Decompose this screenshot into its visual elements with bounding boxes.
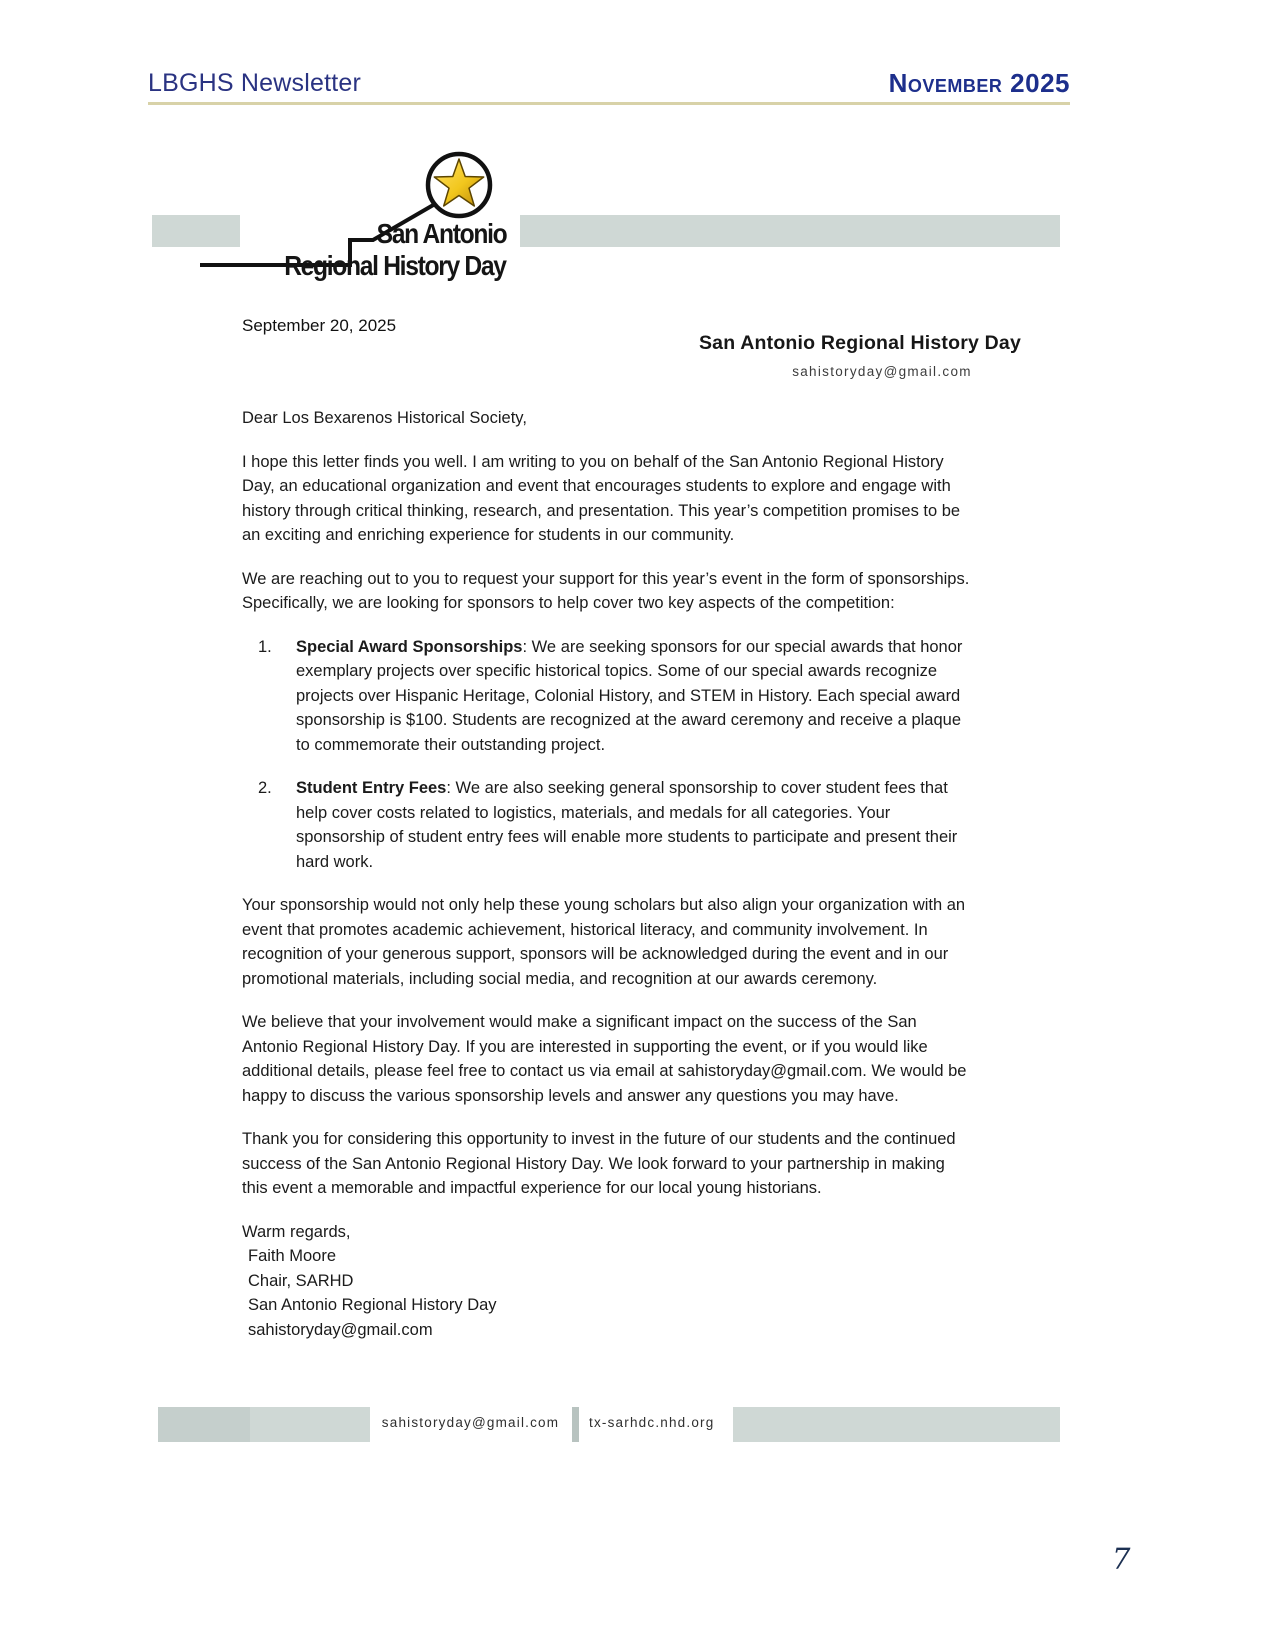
page-number: 7	[1112, 1542, 1131, 1576]
sender-name: San Antonio Regional History Day	[698, 332, 1022, 354]
list-item-number: 2.	[258, 779, 272, 797]
paragraph-request: We are reaching out to you to request your support for this year’s event in the form of sponsorships. Specifically, we are looking for sponsors to help cover two key aspects of the competition:	[242, 569, 970, 612]
footer-bar-left	[250, 1407, 370, 1442]
signature-email: sahistoryday@gmail.com	[248, 1320, 433, 1339]
paragraph-benefits: Your sponsorship would not only help these young scholars but also align your organization with an event that promotes academic achievement, historical literacy, and community involvement. In recognition of your generous support, sponsors will be acknowledged during the event and in our promotional materials, including social media, and recognition at our awards ceremony.	[242, 896, 966, 988]
list-item-title: Student Entry Fees	[296, 779, 447, 797]
footer-bar-left-dark	[158, 1407, 250, 1442]
sender-block	[640, 332, 1080, 379]
newsletter-issue-date: November 2025	[888, 68, 1070, 98]
list-item-number: 1.	[258, 637, 272, 656]
paragraph-intro: I hope this letter finds you well. I am writing to you on behalf of the San Antonio Regional History Day, an educational organization and event that encourages students to explore and engage with history through critical thinking, research, and presentation. This year’s competition promises to be an exciting and enriching experience for students in our community.	[242, 452, 961, 544]
logo-text-line2: Regional History Day	[284, 250, 506, 281]
signature-name: Faith Moore	[248, 1247, 337, 1265]
paragraph-impact: We believe that your involvement would make a significant impact on the success of the San Antonio Regional History Day. If you are interested in supporting the event, or if you would like additional details, please feel free to contact us via email at sahistoryday@gmail.com. We would be happy to discuss the various sponsorship levels and answer any questions you may have.	[242, 1013, 967, 1105]
paragraph-thanks: Thank you for considering this opportunity to invest in the future of our students and the continued success of the San Antonio Regional History Day. We look forward to your partnership in making this event a memorable and impactful experience for our local young historians.	[242, 1130, 956, 1197]
letter-date: September 20, 2025	[242, 316, 397, 335]
sender-email: sahistoryday@gmail.com	[792, 364, 972, 379]
footer-bar-right	[733, 1407, 1060, 1442]
list-item-body: : We are also seeking general sponsorship to cover student fees that help cover costs related to logistics, materials, and medals for all categories. Your sponsorship of student entry fees will enable more students to participate and present their hard work.	[296, 779, 958, 871]
signature-org: San Antonio Regional History Day	[248, 1296, 497, 1314]
list-item	[242, 635, 975, 758]
logo-text-line1: San Antonio	[376, 218, 506, 249]
list-item-text	[296, 635, 975, 758]
list-item-text	[296, 776, 975, 874]
closing: Warm regards,	[242, 1222, 351, 1241]
footer-website: tx-sarhdc.nhd.org	[589, 1415, 715, 1430]
signature-title: Chair, SARHD	[248, 1271, 354, 1290]
footer-divider	[572, 1407, 579, 1442]
header-rule	[148, 102, 1070, 105]
list-item-body: : We are seeking sponsors for our special awards that honor exemplary projects over specific historical topics. Some of our special awards recognize projects over Hispanic Heritage, Colonial History, and STEM in History. Each special award sponsorship is $100. Students are recognized at the award ceremony and receive a plaque to commemorate their outstanding project.	[296, 637, 963, 754]
letter-body	[242, 406, 975, 1342]
footer-email: sahistoryday@gmail.com	[381, 1415, 560, 1430]
decorative-bar-top-right	[520, 215, 1060, 247]
list-item	[242, 776, 975, 874]
newsletter-title: LBGHS Newsletter	[148, 69, 361, 97]
salutation: Dear Los Bexarenos Historical Society,	[242, 409, 527, 427]
sarhd-logo	[197, 138, 520, 300]
list-item-title: Special Award Sponsorships	[296, 637, 523, 656]
